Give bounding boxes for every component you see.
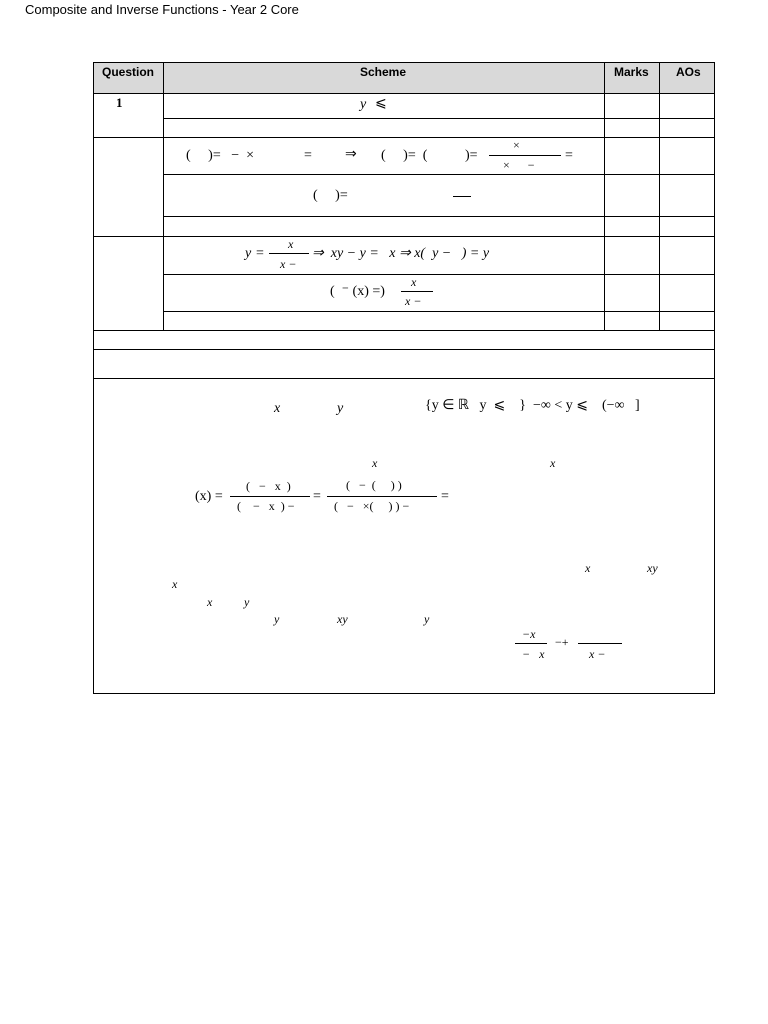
row-divider [163,174,714,175]
column-divider [659,63,660,330]
math-text: x [288,237,294,251]
math-text: = [313,489,321,504]
math-text: ( − ( ) ) [346,478,402,492]
math-text: x − [280,257,297,271]
math-text: x [274,401,281,416]
math-text: xy [647,561,658,575]
math-text: × [513,138,520,152]
math-text: x [372,456,378,470]
math-text: x [207,595,213,609]
row-divider [163,118,714,119]
math-text: y [337,401,344,416]
document-title: Composite and Inverse Functions - Year 2 Core [25,2,299,17]
math-text: xy [337,612,348,626]
fraction-bar [327,496,437,497]
fraction-bar [453,196,471,197]
math-text: {y ∈ ℝ y ⩽ } −∞ < y ⩽ (−∞ ] [425,398,640,413]
math-text: x [585,561,591,575]
math-text: = [304,148,312,163]
header-marks: Marks [614,65,649,79]
row-divider [94,349,714,350]
math-text: ( )= ( [381,148,428,163]
column-divider [163,63,164,330]
row-divider [94,137,714,138]
math-text: = [565,148,573,163]
row-divider [163,274,714,275]
math-text: ⩽ [375,96,387,111]
header-question: Question [102,65,155,79]
fraction-bar [269,253,309,254]
mark-scheme-table [93,62,715,694]
math-text: − x [522,647,545,661]
math-text: ⇒ xy − y = x ⇒ x( y − ) = y [312,246,490,261]
math-text: x − [405,294,422,308]
row-divider [163,311,714,312]
math-text: ⇒ [345,147,357,162]
row-divider [94,236,714,237]
math-text: ( − x ) [246,479,291,493]
fraction-bar [515,643,547,644]
header-aos: AOs [676,65,701,79]
math-text: x [172,577,178,591]
math-text: y [245,246,252,261]
math-text: = [441,489,449,504]
row-divider [163,216,714,217]
math-text: y [360,97,367,112]
math-text: x − [589,647,606,661]
math-text: = [256,246,264,261]
fraction-bar [489,155,561,156]
math-text: ( − x ) − [237,499,295,513]
fraction-bar [578,643,622,644]
column-divider [604,63,605,330]
math-text: y [424,612,430,626]
fraction-bar [230,496,310,497]
math-text: −x [522,627,536,641]
math-text: ( )= − × [186,148,255,163]
math-text: ( )= [313,188,348,203]
math-text: × − [503,158,535,172]
row-divider [94,378,714,379]
row-divider [94,330,714,331]
fraction-bar [401,291,433,292]
math-text: ( ⁻ (x) =) [330,284,385,299]
math-text: )= [465,148,478,163]
math-text: x [411,275,417,289]
question-number: 1 [116,95,123,110]
math-text: y [274,612,280,626]
row-divider [94,93,714,94]
math-text: (x) = [195,489,223,504]
math-text: −+ [555,635,569,649]
math-text: y [244,595,250,609]
header-scheme: Scheme [360,65,407,79]
math-text: ( − ×( ) ) − [334,499,410,513]
math-text: x [550,456,556,470]
